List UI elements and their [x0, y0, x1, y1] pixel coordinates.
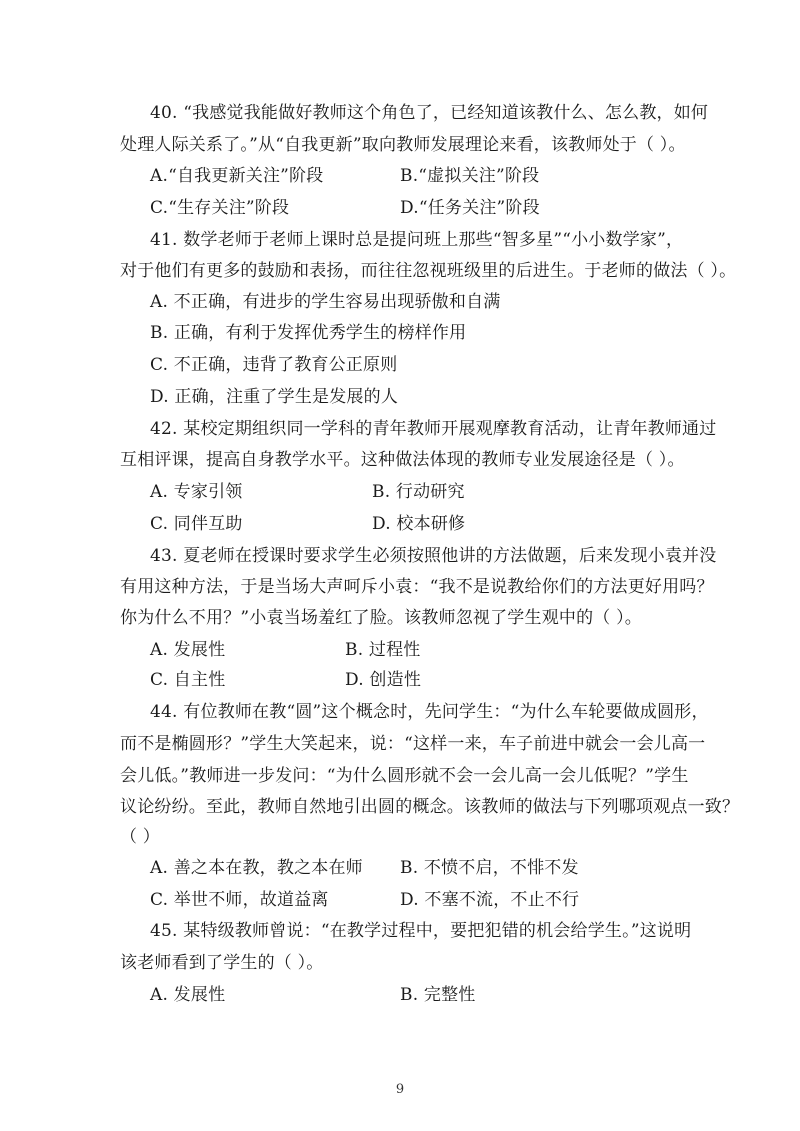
question-45-line-1: 45. 某特级教师曾说：“在教学过程中，要把犯错的机会给学生。”这说明	[150, 921, 692, 941]
question-44-line-2: 而不是椭圆形？”学生大笑起来，说：“这样一来，车子前进中就会一会儿高一	[120, 734, 706, 754]
question-44-option-d: D. 不塞不流，不止不行	[400, 890, 580, 910]
question-44-option-b: B. 不愤不启，不悱不发	[400, 858, 579, 878]
question-40-option-c: C.“生存关注”阶段	[150, 198, 290, 218]
question-43-line-1: 43. 夏老师在授课时要求学生必须按照他讲的方法做题，后来发现小袁并没	[150, 546, 717, 566]
question-43-option-c: C. 自主性	[150, 670, 226, 690]
question-42-option-a: A. 专家引领	[150, 482, 243, 502]
question-44-line-1: 44. 有位教师在教“圆”这个概念时，先问学生：“为什么车轮要做成圆形，	[150, 702, 709, 722]
question-43-line-3: 你为什么不用？”小袁当场羞红了脸。该教师忽视了学生观中的（ ）。	[120, 608, 642, 628]
question-45-option-a: A. 发展性	[150, 985, 226, 1005]
question-44-line-3: 会儿低。”教师进一步发问：“为什么圆形就不会一会儿高一会儿低呢？”学生	[120, 766, 689, 786]
page-number: 9	[395, 1082, 405, 1097]
question-42-line-1: 42. 某校定期组织同一学科的青年教师开展观摩教育活动，让青年教师通过	[150, 419, 717, 439]
question-44-option-c: C. 举世不师，故道益离	[150, 890, 329, 910]
question-43-option-a: A. 发展性	[150, 640, 226, 660]
question-44-line-5: （ ）	[120, 827, 161, 847]
question-42-option-b: B. 行动研究	[372, 482, 465, 502]
question-43-option-d: D. 创造性	[345, 670, 422, 690]
question-44-option-a: A. 善之本在教，教之本在师	[150, 858, 363, 878]
question-45-option-b: B. 完整性	[400, 985, 476, 1005]
question-42-line-2: 互相评课，提高自身教学水平。这种做法体现的教师专业发展途径是（ ）。	[120, 450, 685, 470]
question-40-line-1: 40. “我感觉我能做好教师这个角色了，已经知道该教什么、怎么教，如何	[150, 103, 709, 123]
question-45-line-2: 该老师看到了学生的（ ）。	[120, 953, 324, 973]
question-42-option-d: D. 校本研修	[372, 514, 466, 534]
question-41-option-a: A. 不正确，有进步的学生容易出现骄傲和自满	[150, 292, 501, 312]
question-41-option-c: C. 不正确，违背了教育公正原则	[150, 355, 398, 375]
question-43-line-2: 有用这种方法，于是当场大声呵斥小袁：“我不是说教给你们的方法更好用吗？	[120, 577, 714, 597]
question-41-line-1: 41. 数学老师于老师上课时总是提问班上那些“智多星”“小小数学家”，	[150, 230, 684, 250]
question-40-option-b: B.“虚拟关注”阶段	[400, 166, 540, 186]
question-41-option-d: D. 正确，注重了学生是发展的人	[150, 387, 399, 407]
question-43-option-b: B. 过程性	[345, 640, 421, 660]
question-40-option-a: A.“自我更新关注”阶段	[150, 166, 324, 186]
question-41-option-b: B. 正确，有利于发挥优秀学生的榜样作用	[150, 323, 467, 343]
question-40-line-2: 处理人际关系了。”从“自我更新”取向教师发展理论来看，该教师处于（ ）。	[120, 135, 686, 155]
question-42-option-c: C. 同伴互助	[150, 514, 243, 534]
question-40-option-d: D.“任务关注”阶段	[400, 198, 540, 218]
question-44-line-4: 议论纷纷。至此，教师自然地引出圆的概念。该教师的做法与下列哪项观点一致？	[120, 797, 740, 817]
question-41-line-2: 对于他们有更多的鼓励和表扬，而往往忽视班级里的后进生。于老师的做法（ ）。	[120, 261, 737, 281]
